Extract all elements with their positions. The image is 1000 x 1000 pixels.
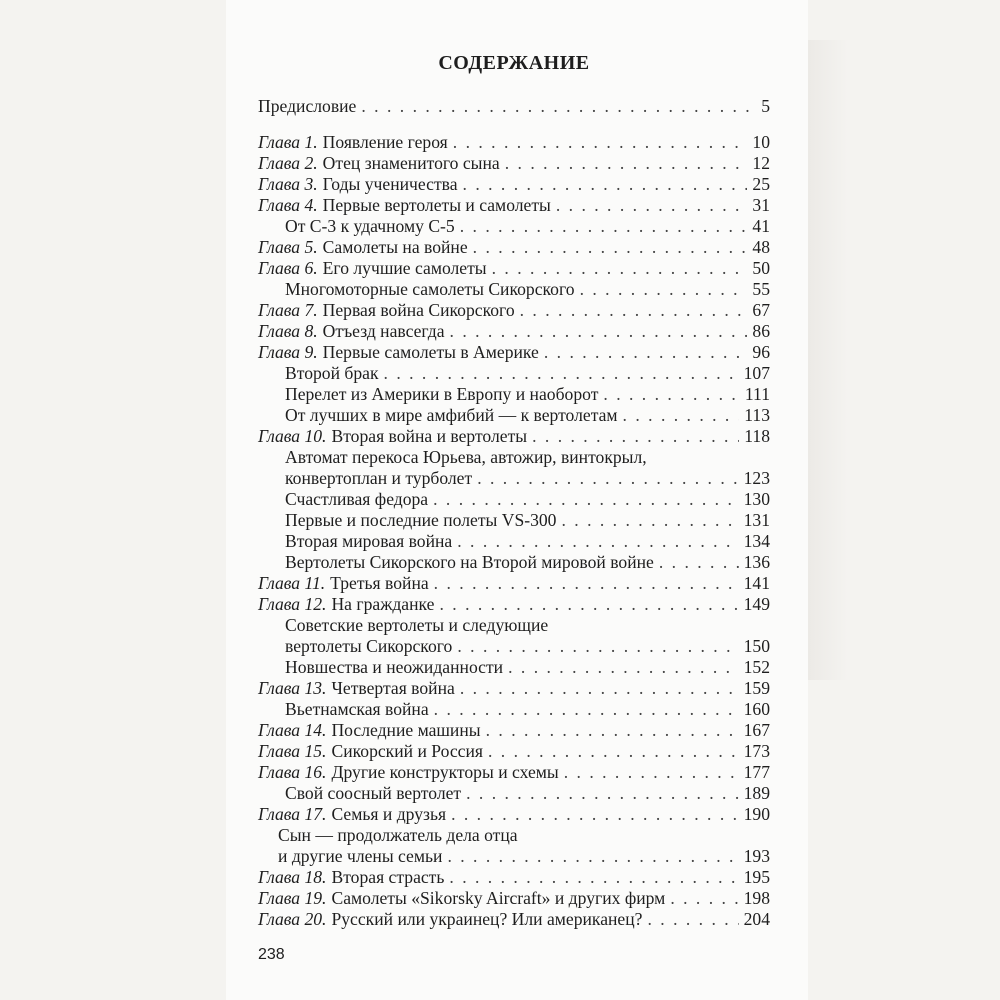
chapter-label: Глава 19. xyxy=(258,888,327,908)
toc-entry-title: Предисловие xyxy=(258,96,357,116)
toc-entry-title: Вторая страсть xyxy=(331,867,445,887)
toc-entry xyxy=(258,909,770,930)
toc-entry xyxy=(258,342,770,363)
chapter-label: Глава 11. xyxy=(258,573,326,593)
page-number: 238 xyxy=(258,946,285,963)
toc-entry-title: Другие конструкторы и схемы xyxy=(331,762,559,782)
leader-dots xyxy=(603,384,740,405)
toc-entry-title: Его лучшие самолеты xyxy=(322,258,487,278)
toc-entry-title: Последние машины xyxy=(331,720,481,740)
page-title: СОДЕРЖАНИЕ xyxy=(438,52,590,74)
toc-entry-title: Самолеты на войне xyxy=(322,237,468,257)
leader-dots xyxy=(477,468,738,489)
chapter-label: Глава 10. xyxy=(258,426,327,446)
leader-dots xyxy=(449,867,738,888)
leader-dots xyxy=(434,573,739,594)
toc-subentry xyxy=(258,699,770,720)
toc-entry-title: Годы ученичества xyxy=(322,174,458,194)
leader-dots xyxy=(486,720,739,741)
toc-entry-page: 55 xyxy=(752,279,770,299)
toc-entry xyxy=(258,174,770,195)
toc-entry-title: Вертолеты Сикорского на Второй мировой войне xyxy=(285,552,654,572)
toc-subentry xyxy=(258,468,770,489)
toc-entry-title: Первые и последние полеты VS-300 xyxy=(285,510,557,530)
toc-subentry-line xyxy=(258,615,770,636)
leader-dots xyxy=(659,552,739,573)
toc-entry-title: Отец знаменитого сына xyxy=(322,153,500,173)
toc-entry-title-cont: вертолеты Сикорского xyxy=(285,636,453,656)
chapter-label: Глава 16. xyxy=(258,762,327,782)
toc-entry-page: 113 xyxy=(744,405,770,425)
toc-entry-title: Отъезд навсегда xyxy=(322,321,445,341)
toc-subentry xyxy=(258,552,770,573)
toc-entry-page: 134 xyxy=(743,531,770,551)
chapter-label: Глава 13. xyxy=(258,678,327,698)
leader-dots xyxy=(544,342,748,363)
toc-subentry xyxy=(258,657,770,678)
toc-subentry xyxy=(258,531,770,552)
chapter-label: Глава 15. xyxy=(258,741,327,761)
leader-dots xyxy=(520,300,748,321)
toc-entry-page: 67 xyxy=(752,300,770,320)
toc-entry-title-cont: конвертоплан и турболет xyxy=(285,468,473,488)
toc-entry-page: 204 xyxy=(743,909,770,929)
toc-subentry xyxy=(258,279,770,300)
toc-entry xyxy=(258,258,770,279)
leader-dots xyxy=(463,174,748,195)
leader-dots xyxy=(450,321,748,342)
toc-entry xyxy=(258,741,770,762)
toc-entry-title: Первые самолеты в Америке xyxy=(322,342,539,362)
leader-dots xyxy=(460,216,748,237)
toc-entry-page: 150 xyxy=(743,636,770,656)
toc-entry-page: 131 xyxy=(743,510,770,530)
chapter-label: Глава 12. xyxy=(258,594,327,614)
leader-dots xyxy=(647,909,738,930)
toc-entry-page: 198 xyxy=(743,888,770,908)
toc-subentry xyxy=(258,384,770,405)
toc-entry-page: 130 xyxy=(743,489,770,509)
toc-entry-page: 111 xyxy=(744,384,770,404)
chapter-label: Глава 14. xyxy=(258,720,327,740)
toc-entry-title: От С-3 к удачному С-5 xyxy=(285,216,455,236)
toc-entry xyxy=(258,96,770,132)
toc-entry-page: 48 xyxy=(752,237,770,257)
leader-dots xyxy=(433,489,738,510)
toc-entry-page: 173 xyxy=(743,741,770,761)
toc-entry-title: Первые вертолеты и самолеты xyxy=(322,195,551,215)
toc-entry-title: Вторая мировая война xyxy=(285,531,453,551)
toc-subentry xyxy=(258,783,770,804)
toc-entry-page: 96 xyxy=(752,342,770,362)
facing-page-edge xyxy=(808,40,848,680)
toc-entry-title: Сын — продолжатель дела отца xyxy=(278,825,518,845)
toc-entry-page: 123 xyxy=(743,468,770,488)
toc-entry-title: Самолеты «Sikorsky Aircraft» и других фирм xyxy=(331,888,666,908)
toc-entry xyxy=(258,237,770,258)
leader-dots xyxy=(473,237,748,258)
toc-subentry xyxy=(258,489,770,510)
toc-entry-title: Советские вертолеты и следующие xyxy=(285,615,549,635)
toc-entry-page: 152 xyxy=(743,657,770,677)
toc-entry-title: Счастливая федора xyxy=(285,489,429,509)
toc-entry-title: Русский или украинец? Или американец? xyxy=(331,909,643,929)
toc-entry-title: Новшества и неожиданности xyxy=(285,657,504,677)
toc-entry xyxy=(258,132,770,153)
toc-entry xyxy=(258,720,770,741)
toc-entry-title: Второй брак xyxy=(285,363,379,383)
toc-subentry xyxy=(258,363,770,384)
toc-entry-title: Сикорский и Россия xyxy=(331,741,483,761)
leader-dots xyxy=(580,279,748,300)
toc-entry-page: 107 xyxy=(743,363,770,383)
toc-entry-page: 189 xyxy=(743,783,770,803)
toc-subentry xyxy=(258,216,770,237)
toc-entry-page: 25 xyxy=(752,174,770,194)
toc-entry-page: 5 xyxy=(761,96,770,116)
toc-entry xyxy=(258,195,770,216)
leader-dots xyxy=(457,531,738,552)
leader-dots xyxy=(439,594,738,615)
toc-entry xyxy=(258,678,770,699)
toc-entry-page: 118 xyxy=(744,426,770,446)
chapter-label: Глава 4. xyxy=(258,195,318,215)
chapter-label: Глава 7. xyxy=(258,300,318,320)
chapter-label: Глава 2. xyxy=(258,153,318,173)
leader-dots xyxy=(447,846,738,867)
leader-dots xyxy=(564,762,739,783)
leader-dots xyxy=(466,783,739,804)
toc-entry-page: 167 xyxy=(743,720,770,740)
toc-entry-page: 41 xyxy=(752,216,770,236)
chapter-label: Глава 5. xyxy=(258,237,318,257)
toc-entry xyxy=(258,300,770,321)
toc-entry xyxy=(258,804,770,825)
chapter-label: Глава 20. xyxy=(258,909,327,929)
leader-dots xyxy=(453,132,748,153)
leader-dots xyxy=(451,804,739,825)
toc-entry-title: На гражданке xyxy=(331,594,435,614)
toc-entry-title: Третья война xyxy=(330,573,429,593)
leader-dots xyxy=(460,678,739,699)
toc-entry-page: 50 xyxy=(752,258,770,278)
leader-dots xyxy=(556,195,748,216)
toc-entry-page: 141 xyxy=(743,573,770,593)
toc-entry xyxy=(258,594,770,615)
chapter-label: Глава 8. xyxy=(258,321,318,341)
toc-entry-title: Появление героя xyxy=(322,132,448,152)
toc-entry-title: Вторая война и вертолеты xyxy=(331,426,528,446)
table-of-contents xyxy=(258,96,770,930)
leader-dots xyxy=(508,657,739,678)
leader-dots xyxy=(492,258,748,279)
toc-entry-page: 190 xyxy=(743,804,770,824)
toc-entry-title: Свой соосный вертолет xyxy=(285,783,462,803)
toc-subentry-line xyxy=(258,447,770,468)
toc-entry-title: Четвертая война xyxy=(331,678,455,698)
toc-entry xyxy=(258,762,770,783)
toc-entry-title: Многомоторные самолеты Сикорского xyxy=(285,279,575,299)
leader-dots xyxy=(457,636,738,657)
chapter-label: Глава 1. xyxy=(258,132,318,152)
toc-entry-title: От лучших в мире амфибий — к вертолетам xyxy=(285,405,618,425)
toc-entry-title: Автомат перекоса Юрьева, автожир, винтокрыл, xyxy=(285,447,647,467)
toc-entry-page: 31 xyxy=(752,195,770,215)
toc-entry-page: 193 xyxy=(743,846,770,866)
toc-entry xyxy=(258,321,770,342)
leader-dots xyxy=(532,426,739,447)
toc-entry xyxy=(258,867,770,888)
leader-dots xyxy=(434,699,739,720)
toc-entry-title: Семья и друзья xyxy=(331,804,447,824)
leader-dots xyxy=(488,741,739,762)
toc-entry-title: Первая война Сикорского xyxy=(322,300,515,320)
leader-dots xyxy=(361,96,756,117)
toc-entry-page: 177 xyxy=(743,762,770,782)
chapter-label: Глава 18. xyxy=(258,867,327,887)
toc-subentry xyxy=(258,510,770,531)
leader-dots xyxy=(623,405,740,426)
toc-entry xyxy=(258,573,770,594)
toc-entry-title: Перелет из Америки в Европу и наоборот xyxy=(285,384,599,404)
toc-entry-page: 195 xyxy=(743,867,770,887)
chapter-label: Глава 9. xyxy=(258,342,318,362)
leader-dots xyxy=(670,888,738,909)
toc-subentry xyxy=(258,846,770,867)
toc-entry-page: 12 xyxy=(752,153,770,173)
chapter-label: Глава 6. xyxy=(258,258,318,278)
toc-entry xyxy=(258,153,770,174)
toc-entry-page: 160 xyxy=(743,699,770,719)
toc-subentry xyxy=(258,405,770,426)
leader-dots xyxy=(505,153,748,174)
leader-dots xyxy=(561,510,738,531)
toc-entry-page: 86 xyxy=(752,321,770,341)
toc-entry xyxy=(258,888,770,909)
toc-entry-page: 10 xyxy=(752,132,770,152)
toc-entry-page: 159 xyxy=(743,678,770,698)
leader-dots xyxy=(384,363,739,384)
chapter-label: Глава 3. xyxy=(258,174,318,194)
toc-entry xyxy=(258,426,770,447)
toc-entry-page: 149 xyxy=(743,594,770,614)
chapter-label: Глава 17. xyxy=(258,804,327,824)
toc-subentry xyxy=(258,636,770,657)
toc-entry-title: Вьетнамская война xyxy=(285,699,429,719)
toc-subentry-line xyxy=(258,825,770,846)
toc-entry-title-cont: и другие члены семьи xyxy=(278,846,443,866)
toc-entry-page: 136 xyxy=(743,552,770,572)
